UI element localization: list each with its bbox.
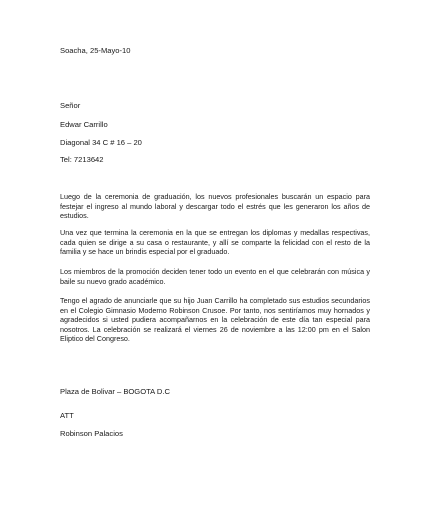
recipient-address: Diagonal 34 C # 16 – 20 (60, 138, 142, 147)
recipient-name: Edwar Carrillo (60, 120, 108, 129)
body-paragraph-1: Luego de la ceremonia de graduación, los nuevos profesionales buscarán un espacio para festejar el ingreso al mundo laboral y descargar todo el estrés que les generaron los años de estudios. (60, 192, 370, 221)
signer-name: Robinson Palacios (60, 429, 123, 438)
body-paragraph-2: Una vez que termina la ceremonia en la que se entregan los diplomas y medallas respectivas, cada quien se dirige a su casa o restaurante, y allí se comparte la felicidad con el resto de la familia y se hace un brindis especial por el graduado. (60, 228, 370, 257)
body-paragraph-3: Los miembros de la promoción deciden tener todo un evento en el que celebrarán con música y baile su nuevo grado académico. (60, 267, 370, 286)
body-paragraph-4: Tengo el agrado de anunciarle que su hijo Juan Carrillo ha completado sus estudios secundarios en el Colegio Gimnasio Moderno Robinson Crusoe. Por tanto, nos sentiríamos muy hornados y agradecidos si usted pudiera acompañarnos en la celebración de este día tan especial para nosotros. La celebración se realizará el viernes 26 de noviembre a las 12:00 pm en el Salon Eliptico del Congreso. (60, 296, 370, 344)
salutation: Señor (60, 101, 81, 110)
date-line: Soacha, 25-Mayo-10 (60, 46, 131, 55)
event-location: Plaza de Bolivar – BOGOTA D.C (60, 387, 171, 396)
closing: ATT (60, 411, 74, 420)
recipient-phone: Tel: 7213642 (60, 155, 104, 164)
